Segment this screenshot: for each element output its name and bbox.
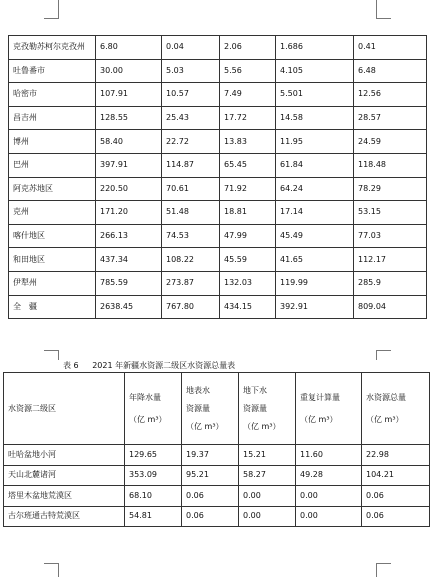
- value-cell: 118.48: [354, 153, 427, 177]
- value-cell: 45.49: [276, 224, 354, 248]
- header-line: 地表水: [186, 385, 210, 395]
- header-line: （亿 m³）: [300, 414, 338, 424]
- value-cell: 70.61: [162, 177, 220, 201]
- column-header: [239, 373, 296, 445]
- value-cell: 61.84: [276, 153, 354, 177]
- value-cell: 14.58: [276, 106, 354, 130]
- header-line: （亿 m³）: [243, 421, 281, 431]
- value-cell: 119.99: [276, 271, 354, 295]
- row-label-cell: 克州: [9, 201, 96, 225]
- column-header: [4, 373, 125, 445]
- header-line: 水资源二级区: [8, 403, 56, 413]
- value-cell: 171.20: [96, 201, 162, 225]
- row-label-cell: 全 疆: [9, 295, 96, 319]
- table-row: [9, 83, 427, 107]
- value-cell: 437.34: [96, 248, 162, 272]
- crop-mark: [376, 18, 391, 19]
- value-cell: 0.06: [182, 486, 239, 507]
- value-cell: 6.48: [354, 59, 427, 83]
- value-cell: 30.00: [96, 59, 162, 83]
- value-cell: 785.59: [96, 271, 162, 295]
- crop-mark: [376, 350, 377, 360]
- crop-mark: [376, 563, 377, 577]
- value-cell: 11.95: [276, 130, 354, 154]
- value-cell: 4.105: [276, 59, 354, 83]
- value-cell: 17.14: [276, 201, 354, 225]
- crop-mark: [58, 350, 59, 360]
- crop-mark: [376, 563, 391, 564]
- value-cell: 74.53: [162, 224, 220, 248]
- value-cell: 5.56: [220, 59, 276, 83]
- value-cell: 15.21: [239, 445, 296, 466]
- value-cell: 108.22: [162, 248, 220, 272]
- value-cell: 11.60: [296, 445, 362, 466]
- crop-mark: [44, 18, 59, 19]
- value-cell: 129.65: [125, 445, 182, 466]
- row-label-cell: 巴州: [9, 153, 96, 177]
- value-cell: 54.81: [125, 506, 182, 527]
- value-cell: 285.9: [354, 271, 427, 295]
- table-number: 表 6: [63, 361, 79, 370]
- value-cell: 0.00: [239, 506, 296, 527]
- value-cell: 392.91: [276, 295, 354, 319]
- table-row: [9, 130, 427, 154]
- crop-mark: [376, 0, 377, 18]
- value-cell: 58.27: [239, 465, 296, 486]
- row-label-cell: 吐哈盆地小河: [4, 445, 125, 466]
- value-cell: 0.41: [354, 36, 427, 60]
- value-cell: 65.45: [220, 153, 276, 177]
- value-cell: 53.15: [354, 201, 427, 225]
- table-row: [4, 506, 430, 527]
- table-row: [9, 201, 427, 225]
- value-cell: 273.87: [162, 271, 220, 295]
- table-row: [4, 465, 430, 486]
- header-line: 水资源总量: [366, 392, 406, 402]
- table-row: [9, 295, 427, 319]
- value-cell: 28.57: [354, 106, 427, 130]
- row-label-cell: 克孜勒苏柯尔克孜州: [9, 36, 96, 60]
- value-cell: 809.04: [354, 295, 427, 319]
- crop-mark: [44, 350, 59, 351]
- value-cell: 434.15: [220, 295, 276, 319]
- row-label-cell: 阿克苏地区: [9, 177, 96, 201]
- value-cell: 112.17: [354, 248, 427, 272]
- value-cell: 17.72: [220, 106, 276, 130]
- row-label-cell: 和田地区: [9, 248, 96, 272]
- value-cell: 10.57: [162, 83, 220, 107]
- row-label-cell: 哈密市: [9, 83, 96, 107]
- table-row: [9, 248, 427, 272]
- crop-mark: [58, 0, 59, 18]
- value-cell: 5.03: [162, 59, 220, 83]
- row-label-cell: 古尔班通古特荒漠区: [4, 506, 125, 527]
- value-cell: 107.91: [96, 83, 162, 107]
- crop-mark: [44, 563, 59, 564]
- table-row: [9, 106, 427, 130]
- value-cell: 47.99: [220, 224, 276, 248]
- value-cell: 1.686: [276, 36, 354, 60]
- value-cell: 6.80: [96, 36, 162, 60]
- header-line: （亿 m³）: [129, 414, 167, 424]
- value-cell: 397.91: [96, 153, 162, 177]
- value-cell: 19.37: [182, 445, 239, 466]
- value-cell: 64.24: [276, 177, 354, 201]
- column-header: [182, 373, 239, 445]
- value-cell: 266.13: [96, 224, 162, 248]
- value-cell: 128.55: [96, 106, 162, 130]
- value-cell: 0.06: [362, 486, 430, 507]
- table-header-row: [4, 373, 430, 445]
- table-row: [9, 224, 427, 248]
- value-cell: 0.00: [296, 506, 362, 527]
- table-caption: [63, 360, 246, 371]
- row-label-cell: 吐鲁番市: [9, 59, 96, 83]
- table-row: [9, 59, 427, 83]
- prefecture-table-body: [9, 36, 427, 319]
- header-line: （亿 m³）: [186, 421, 224, 431]
- table-row: [9, 271, 427, 295]
- value-cell: 767.80: [162, 295, 220, 319]
- value-cell: 41.65: [276, 248, 354, 272]
- value-cell: 77.03: [354, 224, 427, 248]
- value-cell: 12.56: [354, 83, 427, 107]
- value-cell: 22.98: [362, 445, 430, 466]
- value-cell: 2.06: [220, 36, 276, 60]
- value-cell: 49.28: [296, 465, 362, 486]
- value-cell: 104.21: [362, 465, 430, 486]
- value-cell: 353.09: [125, 465, 182, 486]
- value-cell: 25.43: [162, 106, 220, 130]
- value-cell: 24.59: [354, 130, 427, 154]
- value-cell: 0.06: [362, 506, 430, 527]
- value-cell: 68.10: [125, 486, 182, 507]
- value-cell: 114.87: [162, 153, 220, 177]
- table-row: [4, 486, 430, 507]
- header-line: 年降水量: [129, 392, 161, 402]
- region-table-body: [4, 445, 430, 527]
- header-line: 资源量: [243, 403, 267, 413]
- header-line: 地下水: [243, 385, 267, 395]
- table-row: [9, 36, 427, 60]
- value-cell: 0.06: [182, 506, 239, 527]
- value-cell: 95.21: [182, 465, 239, 486]
- table-title: 2021 年新疆水资源二级区水资源总量表: [92, 361, 236, 370]
- prefecture-water-table: [8, 35, 427, 319]
- table-row: [9, 153, 427, 177]
- value-cell: 0.00: [239, 486, 296, 507]
- value-cell: 58.40: [96, 130, 162, 154]
- header-line: 重复计算量: [300, 392, 340, 402]
- header-line: （亿 m³）: [366, 414, 404, 424]
- row-label-cell: 昌吉州: [9, 106, 96, 130]
- value-cell: 71.92: [220, 177, 276, 201]
- table-row: [9, 177, 427, 201]
- table-row: [4, 445, 430, 466]
- value-cell: 45.59: [220, 248, 276, 272]
- value-cell: 78.29: [354, 177, 427, 201]
- value-cell: 0.00: [296, 486, 362, 507]
- row-label-cell: 伊犁州: [9, 271, 96, 295]
- value-cell: 51.48: [162, 201, 220, 225]
- value-cell: 13.83: [220, 130, 276, 154]
- value-cell: 22.72: [162, 130, 220, 154]
- row-label-cell: 塔里木盆地荒漠区: [4, 486, 125, 507]
- column-header: [362, 373, 430, 445]
- value-cell: 2638.45: [96, 295, 162, 319]
- value-cell: 18.81: [220, 201, 276, 225]
- column-header: [296, 373, 362, 445]
- value-cell: 7.49: [220, 83, 276, 107]
- secondary-region-water-table: [3, 372, 430, 527]
- row-label-cell: 天山北麓诸河: [4, 465, 125, 486]
- value-cell: 132.03: [220, 271, 276, 295]
- header-line: 资源量: [186, 403, 210, 413]
- row-label-cell: 博州: [9, 130, 96, 154]
- value-cell: 0.04: [162, 36, 220, 60]
- column-header: [125, 373, 182, 445]
- value-cell: 220.50: [96, 177, 162, 201]
- crop-mark: [58, 563, 59, 577]
- value-cell: 5.501: [276, 83, 354, 107]
- row-label-cell: 喀什地区: [9, 224, 96, 248]
- crop-mark: [376, 350, 391, 351]
